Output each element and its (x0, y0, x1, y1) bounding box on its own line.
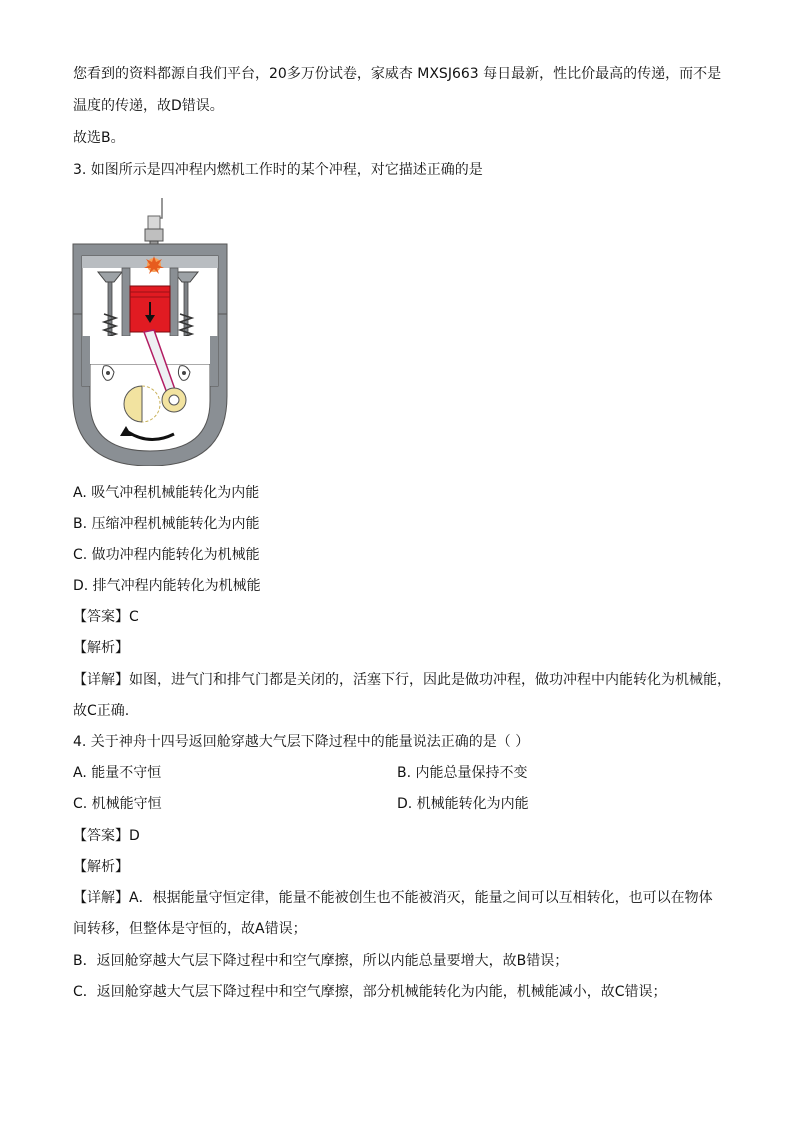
q3-detail-line-2: 故C正确. (73, 703, 130, 719)
q3-option-b: B. 压缩冲程机械能转化为内能 (73, 516, 260, 532)
q4-detail-b: B．返回舱穿越大气层下降过程中和空气摩擦，所以内能总量要增大，故B错误； (73, 953, 569, 969)
q4-option-a: A. 能量不守恒 (73, 765, 162, 781)
q3-option-d: D. 排气冲程内能转化为机械能 (73, 578, 261, 594)
q3-option-a: A. 吸气冲程机械能转化为内能 (73, 485, 260, 501)
q4-detail-c: C．返回舱穿越大气层下降过程中和空气摩擦，部分机械能转化为内能，机械能减小，故C错误； (73, 984, 667, 1000)
q4-option-c: C. 机械能守恒 (73, 796, 162, 812)
intro-conclusion: 故选B。 (73, 130, 125, 146)
intro-line-2: 温度的传递，故D错误。 (73, 98, 224, 114)
q4-analysis-heading: 【解析】 (73, 859, 129, 875)
spark-plug-icon (145, 198, 163, 251)
q3-option-c: C. 做功冲程内能转化为机械能 (73, 547, 260, 563)
q4-option-d: D. 机械能转化为内能 (397, 796, 529, 812)
engine-diagram (70, 196, 230, 466)
intro-line-1: 您看到的资料都源自我们平台，20多万份试卷，家威杏 MXSJ663 每日最新，性比价最高的传递，而不是 (73, 66, 722, 82)
q3-answer: 【答案】C (73, 609, 139, 625)
q3-analysis-heading: 【解析】 (73, 640, 129, 656)
q4-detail-a-line-1: 【详解】A．根据能量守恒定律，能量不能被创生也不能被消灭，能量之间可以互相转化，也可以在物体 (73, 890, 713, 906)
q4-answer: 【答案】D (73, 828, 140, 844)
q3-stem: 3. 如图所示是四冲程内燃机工作时的某个冲程，对它描述正确的是 (73, 162, 483, 178)
q4-option-b: B. 内能总量保持不变 (397, 765, 528, 781)
q3-detail-line-1: 【详解】如图，进气门和排气门都是关闭的，活塞下行，因此是做功冲程，做功冲程中内能转化为机械能， (73, 672, 731, 688)
piston-icon (130, 286, 170, 332)
q4-stem: 4. 关于神舟十四号返回舱穿越大气层下降过程中的能量说法正确的是（ ） (73, 734, 530, 750)
q4-detail-a-line-2: 间转移，但整体是守恒的，故A错误； (73, 921, 307, 937)
